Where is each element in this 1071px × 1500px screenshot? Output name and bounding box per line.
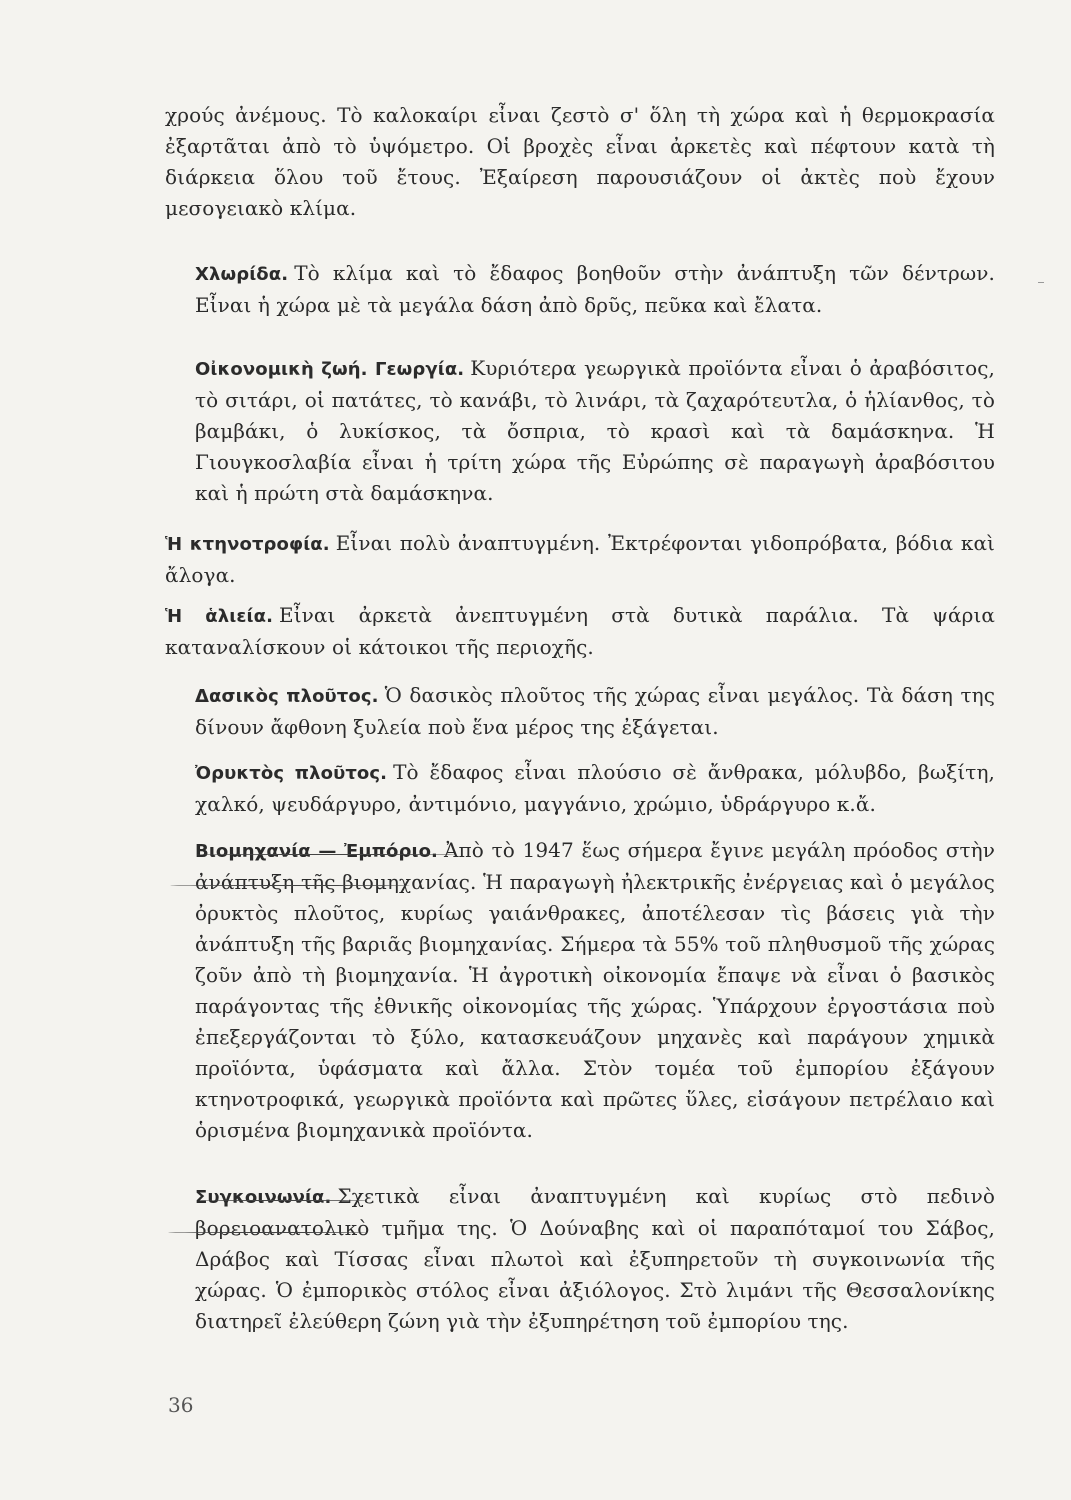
paragraph-livestock <box>165 528 995 591</box>
section-heading-agriculture: Οἰκονομικὴ ζωή. Γεωργία. <box>195 359 465 380</box>
section-heading-mineral-wealth: Ὀρυκτὸς πλοῦτος. <box>195 763 388 784</box>
pen-underline-mark <box>170 885 410 886</box>
pen-underline-mark <box>168 1232 368 1233</box>
section-heading-forest-wealth: Δασικὸς πλοῦτος. <box>195 686 379 707</box>
page-number: 36 <box>168 1393 194 1417</box>
paragraph-text: Τὸ κλίμα καὶ τὸ ἔδαφος βοηθοῦν στὴν ἀνάπτυξη τῶν δέντρων. Εἶναι ἡ χώρα μὲ τὰ μεγάλα δάση ἀπὸ δρῦς, πεῦκα καὶ ἔλατα. <box>195 261 995 317</box>
paragraph-text: Κυριότερα γεωργικὰ προϊόντα εἶναι ὁ ἀραβόσιτος, τὸ σιτάρι, οἱ πατάτες, τὸ κανάβι, τὸ λινάρι, τὰ ζαχαρότευτλα, ὁ ἡλίανθος, τὸ βαμβάκι, ὁ λυκίσκος, τὰ ὄσπρια, τὸ κρασὶ καὶ τὰ δαμάσκηνα. Ἡ Γιουγκοσλαβία εἶναι ἡ τρίτη χώρα τῆς Εὐρώπης σὲ παραγωγὴ ἀραβόσιτου καὶ ἡ πρώτη στὰ δαμάσκηνα. <box>195 356 995 505</box>
paragraph-text: Σχετικὰ εἶναι ἀναπτυγμένη καὶ κυρίως στὸ πεδινὸ βορειοανατολικὸ τμῆμα της. Ὁ Δούναβης καὶ οἱ παραπόταμοί του Σάβος, Δράβος καὶ Τίσσας εἶναι πλωτοὶ καὶ ἐξυπηρετοῦν τὴ συγκοινωνία τῆς χώρας. Ὁ ἐμπορικὸς στόλος εἶναι ἀξιόλογος. Στὸ λιμάνι τῆς Θεσσαλονίκης διατηρεῖ ἐλεύθερη ζώνη γιὰ τὴν ἐξυπηρέτηση τοῦ ἐμπορίου της. <box>195 1184 995 1333</box>
paragraph-agriculture <box>165 353 995 509</box>
section-heading-industry-trade: Βιομηχανία — Ἐμπόριο. <box>195 841 438 862</box>
paragraph-text: Ὁ δασικὸς πλοῦτος τῆς χώρας εἶναι μεγάλος. Τὰ δάση της δίνουν ἄφθονη ξυλεία ποὺ ἕνα μέρος της ἐξάγεται. <box>195 683 995 739</box>
paragraph-text: Ἀπὸ τὸ 1947 ἕως σήμερα ἔγινε μεγάλη πρόοδος στὴν ἀνάπτυξη τῆς βιομηχανίας. Ἡ παραγωγὴ ἠλεκτρικῆς ἐνέργειας καὶ ὁ μεγάλος ὀρυκτὸς πλοῦτος, κυρίως γαιάνθρακες, ἀποτέλεσαν τὶς βάσεις γιὰ τὴν ἀνάπτυξη τῆς βαριᾶς βιομηχανίας. Σήμερα τὰ 55% τοῦ πληθυσμοῦ τῆς χώρας ζοῦν ἀπὸ τὴ βιομηχανία. Ἡ ἀγροτικὴ οἰκονομία ἔπαψε νὰ εἶναι ὁ βασικὸς παράγοντας τῆς ἐθνικῆς οἰκονομίας τῆς χώρας. Ὑπάρχουν ἐργοστάσια ποὺ ἐπεξεργάζονται τὸ ξύλο, κατασκευάζουν μηχανὲς καὶ παράγουν χημικὰ προϊόντα, ὑφάσματα καὶ ἄλλα. Στὸν τομέα τοῦ ἐμπορίου ἐξάγουν κτηνοτροφικά, γεωργικὰ προϊόντα καὶ πρῶτες ὕλες, εἰσάγουν πετρέλαιο καὶ ὁρισμένα βιομηχανικὰ προϊόντα. <box>195 838 995 1142</box>
section-heading-transport: Συγκοινωνία. <box>195 1187 332 1208</box>
section-heading-fishing: Ἡ ἁλιεία. <box>165 606 274 627</box>
pen-underline-mark <box>196 854 456 855</box>
paragraph-text: χρούς ἀνέμους. Τὸ καλοκαίρι εἶναι ζεστὸ σ' ὅλη τὴ χώρα καὶ ἡ θερμοκρασία ἐξαρτᾶται ἀπὸ τὸ ὑψόμετρο. Οἱ βροχὲς εἶναι ἀρκετὲς καὶ πέφτουν κατὰ τὴ διάρκεια ὅλου τοῦ ἔτους. Ἐξαίρεση παρουσιάζουν οἱ ἀκτὲς ποὺ ἔχουν μεσογειακὸ κλίμα. <box>165 103 995 220</box>
paragraph-transport <box>165 1181 995 1337</box>
paragraph-industry-trade <box>165 835 995 1146</box>
paragraph-text: Τὸ ἔδαφος εἶναι πλούσιο σὲ ἄνθρακα, μόλυβδο, βωξίτη, χαλκό, ψευδάργυρο, ἀντιμόνιο, μαγγάνιο, χρώμιο, ὑδράργυρο κ.ἄ. <box>195 760 995 816</box>
paragraph-fishing <box>165 600 995 663</box>
pen-underline-mark <box>198 1200 368 1201</box>
paragraph-text: Εἶναι ἀρκετὰ ἀνεπτυγμένη στὰ δυτικὰ παράλια. Τὰ ψάρια καταναλίσκουν οἱ κάτοικοι τῆς περιοχῆς. <box>165 603 996 659</box>
paragraph-climate-continued <box>165 100 995 224</box>
paragraph-flora <box>165 258 995 321</box>
margin-mark <box>1038 282 1044 283</box>
paragraph-text: Εἶναι πολὺ ἀναπτυγμένη. Ἐκτρέφονται γιδοπρόβατα, βόδια καὶ ἄλογα. <box>165 531 995 587</box>
section-heading-livestock: Ἡ κτηνοτροφία. <box>165 534 330 555</box>
paragraph-forest-wealth <box>165 680 995 743</box>
paragraph-mineral-wealth <box>165 757 995 820</box>
section-heading-flora: Χλωρίδα. <box>195 264 289 285</box>
